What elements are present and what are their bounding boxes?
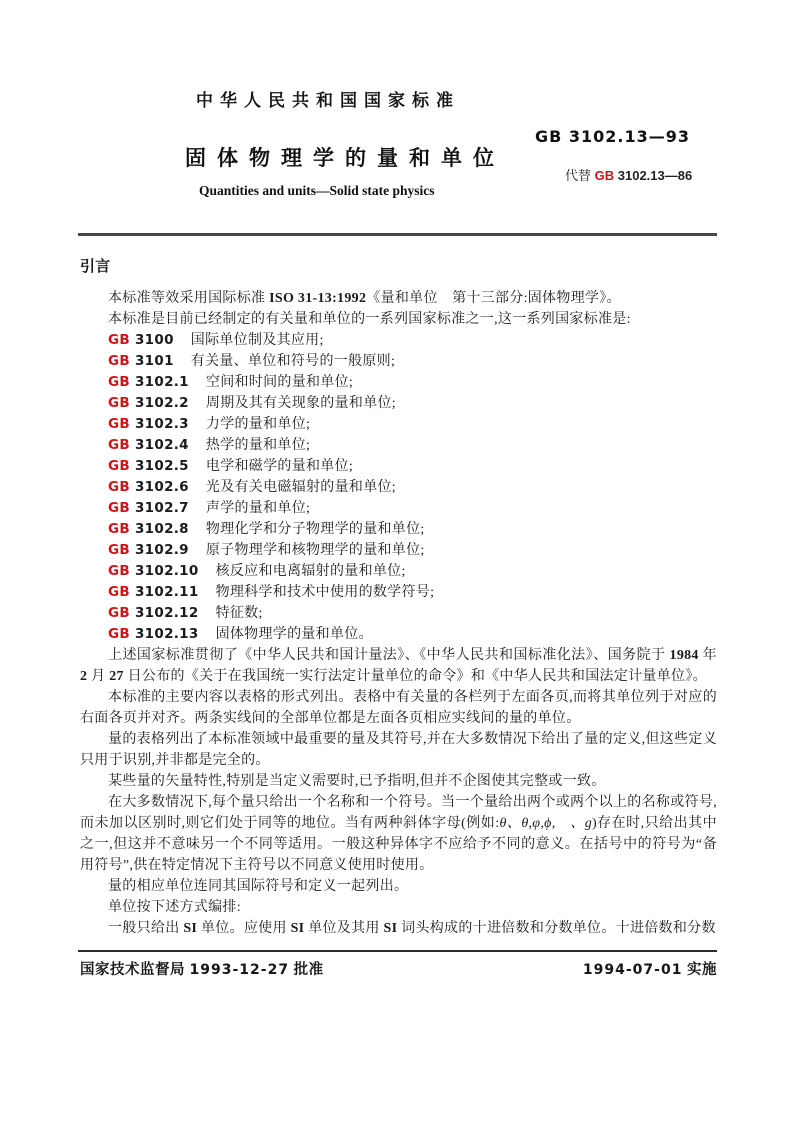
standard-code: 3102.1 (134, 374, 189, 390)
approval-suffix: 批准 (293, 962, 324, 978)
intro-paragraph: 在大多数情况下,每个量只给出一个名称和一个符号。当一个量给出两个或两个以上的名称或符号,而未加以区别时,则它们处于同等的地位。当有两种斜体字母(例如:θ、θ,φ,ϕ, 、g)存在时,只给出其中之一,但这并不意味另一个不同等适用。一般这种异体字不应给予不同的意义。在括号中的符号为“备用符号”,供在特定情况下主符号以不同意义使用时使用。 (80, 795, 717, 873)
standard-gb-prefix: GB (108, 563, 130, 579)
approval-authority: 国家技术监督局 (80, 962, 185, 978)
intro-paragraphs-bottom (80, 645, 717, 939)
standard-code: 3102.8 (134, 521, 189, 537)
standard-name: 空间和时间的量和单位; (205, 375, 354, 390)
footer (80, 958, 717, 979)
standard-list-item (80, 351, 717, 372)
replaces-note (565, 165, 692, 184)
standard-name: 核反应和电离辐射的量和单位; (215, 564, 406, 579)
standard-list-item (80, 561, 717, 582)
standard-name: 固体物理学的量和单位。 (215, 627, 373, 642)
intro-paragraph: 量的表格列出了本标准领域中最重要的量及其符号,并在大多数情况下给出了量的定义,但这些定义只用于识别,并非都是完全的。 (80, 732, 717, 768)
standard-code: 3102.12 (134, 605, 199, 621)
replaces-standard-number: 3102.13—86 (617, 168, 693, 183)
standard-name: 物理科学和技术中使用的数学符号; (215, 585, 435, 600)
intro-heading: 引言 (80, 258, 111, 275)
standard-code: 3102.3 (134, 416, 189, 432)
standard-list-item (80, 330, 717, 351)
standard-list-item (80, 456, 717, 477)
standard-gb-prefix: GB (108, 479, 130, 495)
intro-paragraph: 单位按下述方式编排: (108, 900, 241, 915)
standard-list-item (80, 540, 717, 561)
standard-name: 有关量、单位和符号的一般原则; (190, 354, 396, 369)
introduction-section (80, 256, 717, 939)
standard-name: 物理化学和分子物理学的量和单位; (205, 522, 425, 537)
standard-code: 3102.11 (134, 584, 199, 600)
footer-divider (78, 950, 717, 952)
standard-gb-prefix: GB (108, 605, 130, 621)
replaces-prefix: 代替 (565, 168, 592, 183)
intro-paragraph: 某些量的矢量特性,特别是当定义需要时,已予指明,但并不企图使其完整或一致。 (108, 774, 606, 789)
standard-gb-prefix: GB (108, 353, 130, 369)
standard-code: 3102.13 (134, 626, 199, 642)
standard-name: 光及有关电磁辐射的量和单位; (205, 480, 396, 495)
standard-gb-prefix: GB (108, 521, 130, 537)
standard-name: 周期及其有关现象的量和单位; (205, 396, 396, 411)
standard-list-item (80, 603, 717, 624)
standard-list-item (80, 624, 717, 645)
replaces-gb-label: GB (594, 168, 615, 183)
standard-list-item (80, 477, 717, 498)
standard-list-item (80, 414, 717, 435)
standard-gb-prefix: GB (108, 374, 130, 390)
standard-name: 国际单位制及其应用; (190, 333, 324, 348)
intro-paragraph: 一般只给出 SI 单位。应使用 SI 单位及其用 SI 词头构成的十进倍数和分数单位。十进倍数和分数 (108, 921, 716, 936)
standard-code: 3102.6 (134, 479, 189, 495)
standard-name: 声学的量和单位; (205, 501, 311, 516)
standard-list-item (80, 393, 717, 414)
standard-list-item (80, 435, 717, 456)
standard-list-item (80, 519, 717, 540)
approval-date: 1993-12-27 (189, 962, 290, 978)
standard-code: 3102.2 (134, 395, 189, 411)
standard-code: 3101 (134, 353, 174, 369)
standard-gb-prefix: GB (108, 332, 130, 348)
standard-gb-prefix: GB (108, 626, 130, 642)
standard-name: 原子物理学和核物理学的量和单位; (205, 543, 425, 558)
standard-name: 热学的量和单位; (205, 438, 311, 453)
standard-list-item (80, 498, 717, 519)
intro-paragraph: 本标准是目前已经制定的有关量和单位的一系列国家标准之一,这一系列国家标准是: (108, 312, 631, 327)
document-title-en: Quantities and units—Solid state physics (199, 183, 435, 198)
standard-code: 3100 (134, 332, 174, 348)
intro-paragraph: 上述国家标准贯彻了《中华人民共和国计量法》、《中华人民共和国标准化法》、国务院于 1984 年 2 月 27 日公布的《关于在我国统一实行法定计量单位的命令》和《中华人民共和国法定计量单位》。 (80, 648, 717, 684)
standard-number: GB 3102.13—93 (534, 127, 690, 146)
intro-paragraph: 本标准的主要内容以表格的形式列出。表格中有关量的各栏列于左面各页,而将其单位列于对应的右面各页并对齐。两条实线间的全部单位都是左面各页相应实线间的量的单位。 (80, 690, 717, 726)
effective-date: 1994-07-01 (582, 962, 683, 978)
standard-gb-prefix: GB (108, 458, 130, 474)
standard-gb-prefix: GB (108, 542, 130, 558)
standard-gb-prefix: GB (108, 584, 130, 600)
standard-gb-prefix: GB (108, 437, 130, 453)
standard-code: 3102.9 (134, 542, 189, 558)
effective-info (583, 958, 717, 979)
national-standard-label: 中华人民共和国国家标准 (196, 91, 460, 110)
standard-code: 3102.5 (134, 458, 189, 474)
intro-paragraph: 量的相应单位连同其国际符号和定义一起列出。 (108, 879, 409, 894)
standard-name: 电学和磁学的量和单位; (205, 459, 354, 474)
standard-list-item (80, 372, 717, 393)
standard-list-item (80, 582, 717, 603)
standard-code: 3102.7 (134, 500, 189, 516)
standards-list (80, 330, 717, 645)
standard-code: 3102.10 (134, 563, 199, 579)
intro-paragraph: 本标准等效采用国际标准 ISO 31-13:1992《量和单位 第十三部分:固体物理学》。 (108, 291, 621, 306)
standard-gb-prefix: GB (108, 395, 130, 411)
intro-paragraphs-top (80, 288, 717, 330)
standard-code: 3102.4 (134, 437, 189, 453)
effective-suffix: 实施 (687, 962, 717, 978)
standard-gb-prefix: GB (108, 500, 130, 516)
approval-info (80, 958, 324, 979)
standard-name: 特征数; (215, 606, 263, 621)
standard-name: 力学的量和单位; (205, 417, 311, 432)
standard-gb-prefix: GB (108, 416, 130, 432)
header-divider (78, 233, 717, 236)
document-title-cn: 固体物理学的量和单位 (185, 147, 505, 170)
